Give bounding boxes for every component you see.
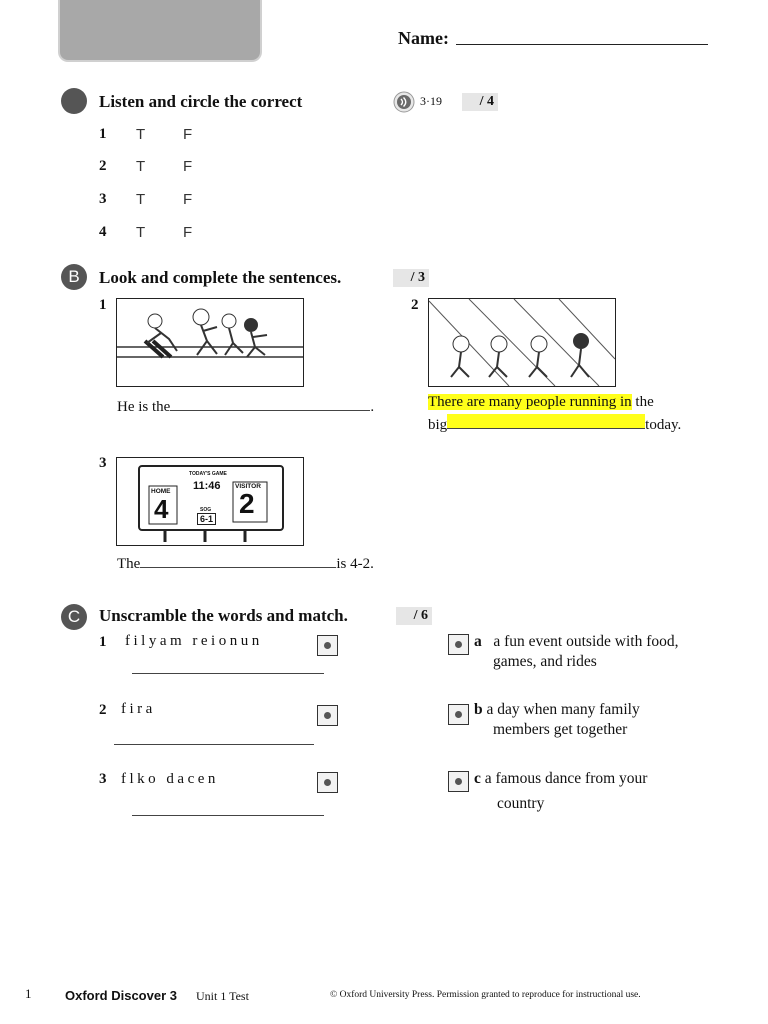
- option-letter: c: [474, 770, 481, 787]
- item-number: 1: [99, 634, 107, 650]
- section-c-badge: C: [61, 604, 87, 630]
- audio-track-number: 3·19: [420, 94, 442, 108]
- section-a-badge: [61, 88, 87, 114]
- true-option[interactable]: T: [136, 191, 146, 208]
- sog-value: 6-1: [197, 513, 216, 525]
- item-number: 2: [99, 158, 107, 174]
- page-number: 1: [25, 986, 32, 1001]
- item-number: 2: [99, 702, 107, 718]
- section-a-title: Listen and circle the correct: [99, 92, 303, 111]
- option-c: [474, 769, 647, 819]
- match-dot-1[interactable]: [317, 635, 338, 656]
- option-dot-a[interactable]: [448, 634, 469, 655]
- answer-blank-3[interactable]: [140, 553, 336, 568]
- sentence-2-line-1: [428, 394, 654, 411]
- option-text-line-1: a famous dance from your: [484, 770, 648, 787]
- option-text-line-2: games, and rides: [493, 653, 597, 670]
- section-a-score: / 4: [462, 93, 498, 111]
- scrambled-word: fira: [121, 701, 156, 717]
- name-field[interactable]: [456, 44, 708, 45]
- game-clock: 11:46: [193, 480, 221, 492]
- name-label: Name:: [398, 28, 449, 48]
- header-tab: [60, 0, 260, 60]
- visitor-label: VISITOR: [235, 483, 261, 490]
- option-b: [474, 700, 640, 740]
- match-dot-2[interactable]: [317, 705, 338, 726]
- item-number: 3: [99, 191, 107, 207]
- option-text-line-2: country: [497, 795, 545, 812]
- item-number: 3: [99, 771, 107, 787]
- answer-blank-2[interactable]: [447, 414, 645, 429]
- section-b-score: / 3: [393, 269, 429, 287]
- false-option[interactable]: F: [183, 126, 193, 143]
- sentence-3-start: The: [117, 556, 141, 572]
- brand-name: Oxford Discover 3: [65, 988, 177, 1003]
- audio-icon: [393, 91, 415, 113]
- option-dot-b[interactable]: [448, 704, 469, 725]
- option-text-line-1: a fun event outside with food,: [493, 633, 679, 650]
- false-option[interactable]: F: [183, 224, 193, 241]
- answer-line-2[interactable]: [114, 744, 314, 745]
- option-text-line-1: a day when many family: [486, 701, 640, 718]
- answer-blank-1[interactable]: [170, 396, 370, 411]
- relay-race-picture: [116, 298, 304, 387]
- scrambled-word: flko dacen: [121, 771, 219, 787]
- true-option[interactable]: T: [136, 126, 146, 143]
- sentence-3: [117, 553, 374, 573]
- scoreboard-picture: [116, 457, 304, 546]
- copyright-notice: © Oxford University Press. Permission granted to reproduce for instructional use.: [330, 990, 641, 1000]
- true-option[interactable]: T: [136, 224, 146, 241]
- sentence-3-end: is 4-2.: [336, 556, 374, 572]
- option-dot-c[interactable]: [448, 771, 469, 792]
- running-race-picture: [428, 298, 616, 387]
- item-number: 1: [99, 126, 107, 142]
- match-dot-3[interactable]: [317, 772, 338, 793]
- sentence-1-start: He is the: [117, 399, 171, 415]
- scoreboard-header: TODAY'S GAME: [189, 471, 227, 477]
- option-letter: a: [474, 633, 482, 650]
- true-option[interactable]: T: [136, 158, 146, 175]
- visitor-score: 2: [239, 488, 255, 519]
- option-letter: b: [474, 701, 483, 718]
- section-b-badge: B: [61, 264, 87, 290]
- section-b-title: Look and complete the sentences.: [99, 268, 342, 287]
- section-c-score: / 6: [396, 607, 432, 625]
- item-number: 3: [99, 455, 107, 471]
- sentence-2-end: today.: [645, 417, 682, 433]
- section-c-title: Unscramble the words and match.: [99, 606, 348, 625]
- option-a: [474, 632, 678, 672]
- home-label: HOME: [151, 488, 171, 495]
- scrambled-word: filyam reionun: [125, 633, 263, 649]
- home-score: 4: [154, 494, 169, 524]
- answer-line-3[interactable]: [132, 815, 324, 816]
- false-option[interactable]: F: [183, 191, 193, 208]
- unit-label: Unit 1 Test: [196, 989, 249, 1003]
- false-option[interactable]: F: [183, 158, 193, 175]
- sentence-2-mid: the: [631, 394, 654, 410]
- answer-line-1[interactable]: [132, 673, 324, 674]
- item-number: 4: [99, 224, 107, 240]
- option-text-line-2: members get together: [493, 721, 628, 738]
- sentence-1-end: .: [370, 399, 375, 415]
- sentence-2-highlight: There are many people running in: [428, 394, 632, 410]
- sog-label: SOG: [200, 507, 212, 513]
- item-number: 2: [411, 297, 419, 313]
- sentence-2-line-2: [428, 414, 681, 434]
- sentence-1: [117, 396, 374, 416]
- sentence-2-start: big: [428, 417, 448, 433]
- item-number: 1: [99, 297, 107, 313]
